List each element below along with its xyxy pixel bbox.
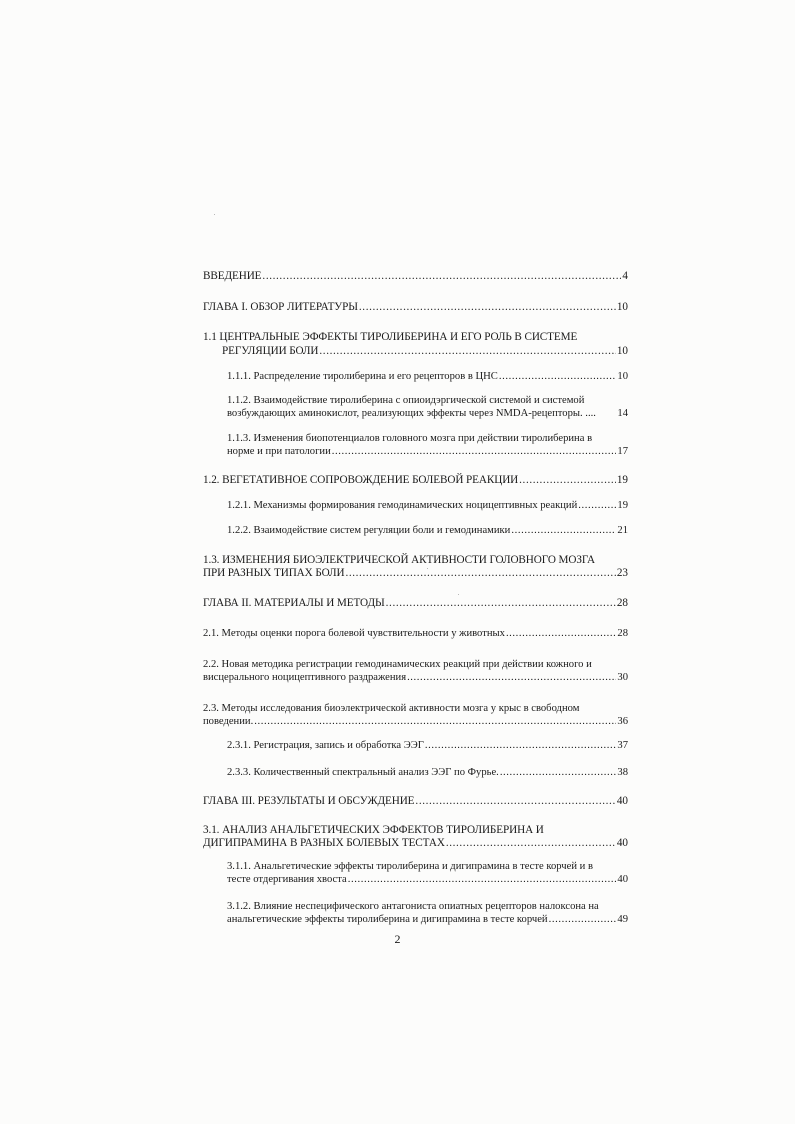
toc-entry-title: 2.3.1. Регистрация, запись и обработка ЭЭГ (227, 740, 424, 751)
toc-entry-chapter-2 (203, 597, 628, 610)
toc-entry-introduction (203, 270, 628, 283)
toc-entry-section-2-2 (203, 658, 628, 684)
toc-entry-title-line1: 2.2. Новая методика регистрации гемодинамических реакций при действии кожного и (203, 659, 592, 670)
toc-entry-section-1-1-2 (203, 394, 628, 420)
toc-entry-title-line1: 1.1.2. Взаимодействие тиролиберина с опиоидэргической системой и системой (227, 395, 585, 406)
scan-speck (214, 214, 215, 215)
toc-page-number: 40 (616, 837, 628, 849)
toc-entry-section-3-1-2 (203, 900, 628, 926)
toc-entry-title-line1: 3.1.2. Влияние неспецифического антагониста опиатных рецепторов налоксона на (227, 901, 599, 912)
toc-entry-title-line1: 3.1. АНАЛИЗ АНАЛЬГЕТИЧЕСКИХ ЭФФЕКТОВ ТИРОЛИБЕРИНА И (203, 824, 544, 836)
toc-entry-title: 2.3.3. Количественный спектральный анализ ЭЭГ по Фурье. (227, 767, 499, 778)
toc-entry-title-line2: тесте отдергивания хвоста (227, 874, 347, 885)
leader-dots (415, 795, 615, 808)
toc-page-number: 40 (616, 795, 628, 807)
toc-entry-title-line2: анальгетические эффекты тиролиберина и дигипрамина в тесте корчей (227, 914, 548, 925)
leader-dots (519, 474, 616, 487)
toc-entry-title: ГЛАВА III. РЕЗУЛЬТАТЫ И ОБСУЖДЕНИЕ (203, 795, 415, 807)
toc-entry-title-line2: ДИГИПРАМИНА В РАЗНЫХ БОЛЕВЫХ ТЕСТАХ (203, 837, 445, 849)
toc-entry-title-line2: поведении. (203, 716, 254, 727)
toc-page-number: 38 (617, 767, 628, 778)
toc-page-number: 49 (617, 914, 628, 925)
toc-entry-section-2-3 (203, 702, 628, 728)
leader-dots (506, 627, 616, 640)
toc-page-number: 23 (616, 567, 628, 579)
toc-page-number: 10 (616, 301, 628, 313)
toc-entry-section-1-2-2 (203, 524, 628, 537)
leader-dots (511, 524, 616, 537)
toc-entry-title-line2: висцерального ноцицептивного раздражения (203, 672, 407, 683)
leader-dots (359, 301, 616, 314)
leader-dots (345, 567, 615, 580)
leader-dots (262, 270, 621, 283)
toc-entry-title: 1.2. ВЕГЕТАТИВНОЕ СОПРОВОЖДЕНИЕ БОЛЕВОЙ РЕАКЦИИ (203, 474, 519, 486)
toc-entry-title: ГЛАВА II. МАТЕРИАЛЫ И МЕТОДЫ (203, 597, 385, 609)
toc-entry-chapter-3 (203, 795, 628, 808)
toc-entry-section-1-1-1 (203, 370, 628, 383)
toc-entry-title-line1: 3.1.1. Анальгетические эффекты тиролиберина и дигипрамина в тесте корчей и в (227, 861, 593, 872)
toc-entry-title: 1.1.1. Распределение тиролиберина и его рецепторов в ЦНС (227, 371, 498, 382)
toc-page-number: 17 (617, 446, 628, 457)
toc-entry-title-line2: норме и при патологии (227, 446, 331, 457)
leader-dots (500, 766, 617, 779)
leader-dots (332, 445, 617, 458)
toc-entry-section-1-1-3 (203, 432, 628, 458)
leader-dots (386, 597, 616, 610)
toc-page-number: 19 (617, 500, 628, 511)
leader-dots (407, 671, 616, 684)
toc-entry-title: 1.2.2. Взаимодействие систем регуляции боли и гемодинамики (227, 525, 511, 536)
toc-page-number: 36 (617, 716, 628, 727)
leader-dots (578, 499, 616, 512)
toc-page-number: 28 (616, 597, 628, 609)
toc-entry-title-line1: 1.3. ИЗМЕНЕНИЯ БИОЭЛЕКТРИЧЕСКОЙ АКТИВНОСТИ ГОЛОВНОГО МОЗГА (203, 554, 595, 566)
leader-dots (446, 837, 616, 850)
toc-page-number: 14 (617, 408, 628, 419)
toc-entry-title: 2.1. Методы оценки порога болевой чувствительности у животных (203, 628, 505, 639)
leader-dots (425, 739, 617, 752)
toc-entry-title: 1.2.1. Механизмы формирования гемодинамических ноцицептивных реакций (227, 500, 578, 511)
toc-page-number: 19 (616, 474, 628, 486)
scan-speck (458, 594, 459, 595)
toc-entry-title-line2: РЕГУЛЯЦИИ БОЛИ (222, 345, 319, 357)
toc-entry-section-1-2-1 (203, 499, 628, 512)
leader-dots (348, 873, 617, 886)
leader-dots (499, 370, 617, 383)
toc-entry-section-2-3-3 (203, 766, 628, 779)
toc-page-number: 21 (617, 525, 628, 536)
toc-entry-title-line1: 2.3. Методы исследования биоэлектрической активности мозга у крыс в свободном (203, 703, 580, 714)
leader-dots (549, 913, 617, 926)
toc-entry-section-3-1-1 (203, 860, 628, 886)
toc-page-number: 10 (617, 371, 628, 382)
toc-entry-section-1-1 (203, 331, 628, 358)
toc-page-number: 30 (617, 672, 628, 683)
page-number: 2 (394, 932, 401, 946)
leader-dots (319, 345, 615, 358)
toc-entry-section-3-1 (203, 824, 628, 850)
toc-entry-section-1-3 (203, 554, 628, 580)
toc-page-number: 28 (617, 628, 628, 639)
toc-page-number: 4 (622, 270, 628, 282)
toc-page-number: 10 (616, 345, 628, 357)
toc-entry-title: ВВЕДЕНИЕ (203, 270, 262, 282)
toc-entry-title-line2: ПРИ РАЗНЫХ ТИПАХ БОЛИ (203, 567, 345, 579)
toc-page-number: 37 (617, 740, 628, 751)
toc-entry-title-line1: 1.1.3. Изменения биопотенциалов головного мозга при действии тиролиберина в (227, 433, 593, 444)
toc-entry-chapter-1 (203, 301, 628, 314)
toc-page-number: 40 (617, 874, 628, 885)
toc-entry-section-1-2 (203, 474, 628, 487)
scan-speck (427, 568, 428, 569)
leader-dots (254, 715, 616, 728)
toc-entry-title-line2: возбуждающих аминокислот, реализующих эффекты через NMDA-рецепторы. .... (227, 408, 596, 419)
toc-entry-title-line1: 1.1 ЦЕНТРАЛЬНЫЕ ЭФФЕКТЫ ТИРОЛИБЕРИНА И ЕГО РОЛЬ В СИСТЕМЕ (203, 331, 578, 343)
toc-entry-section-2-3-1 (203, 739, 628, 752)
toc-entry-section-2-1 (203, 627, 628, 640)
toc-entry-title: ГЛАВА I. ОБЗОР ЛИТЕРАТУРЫ (203, 301, 358, 313)
